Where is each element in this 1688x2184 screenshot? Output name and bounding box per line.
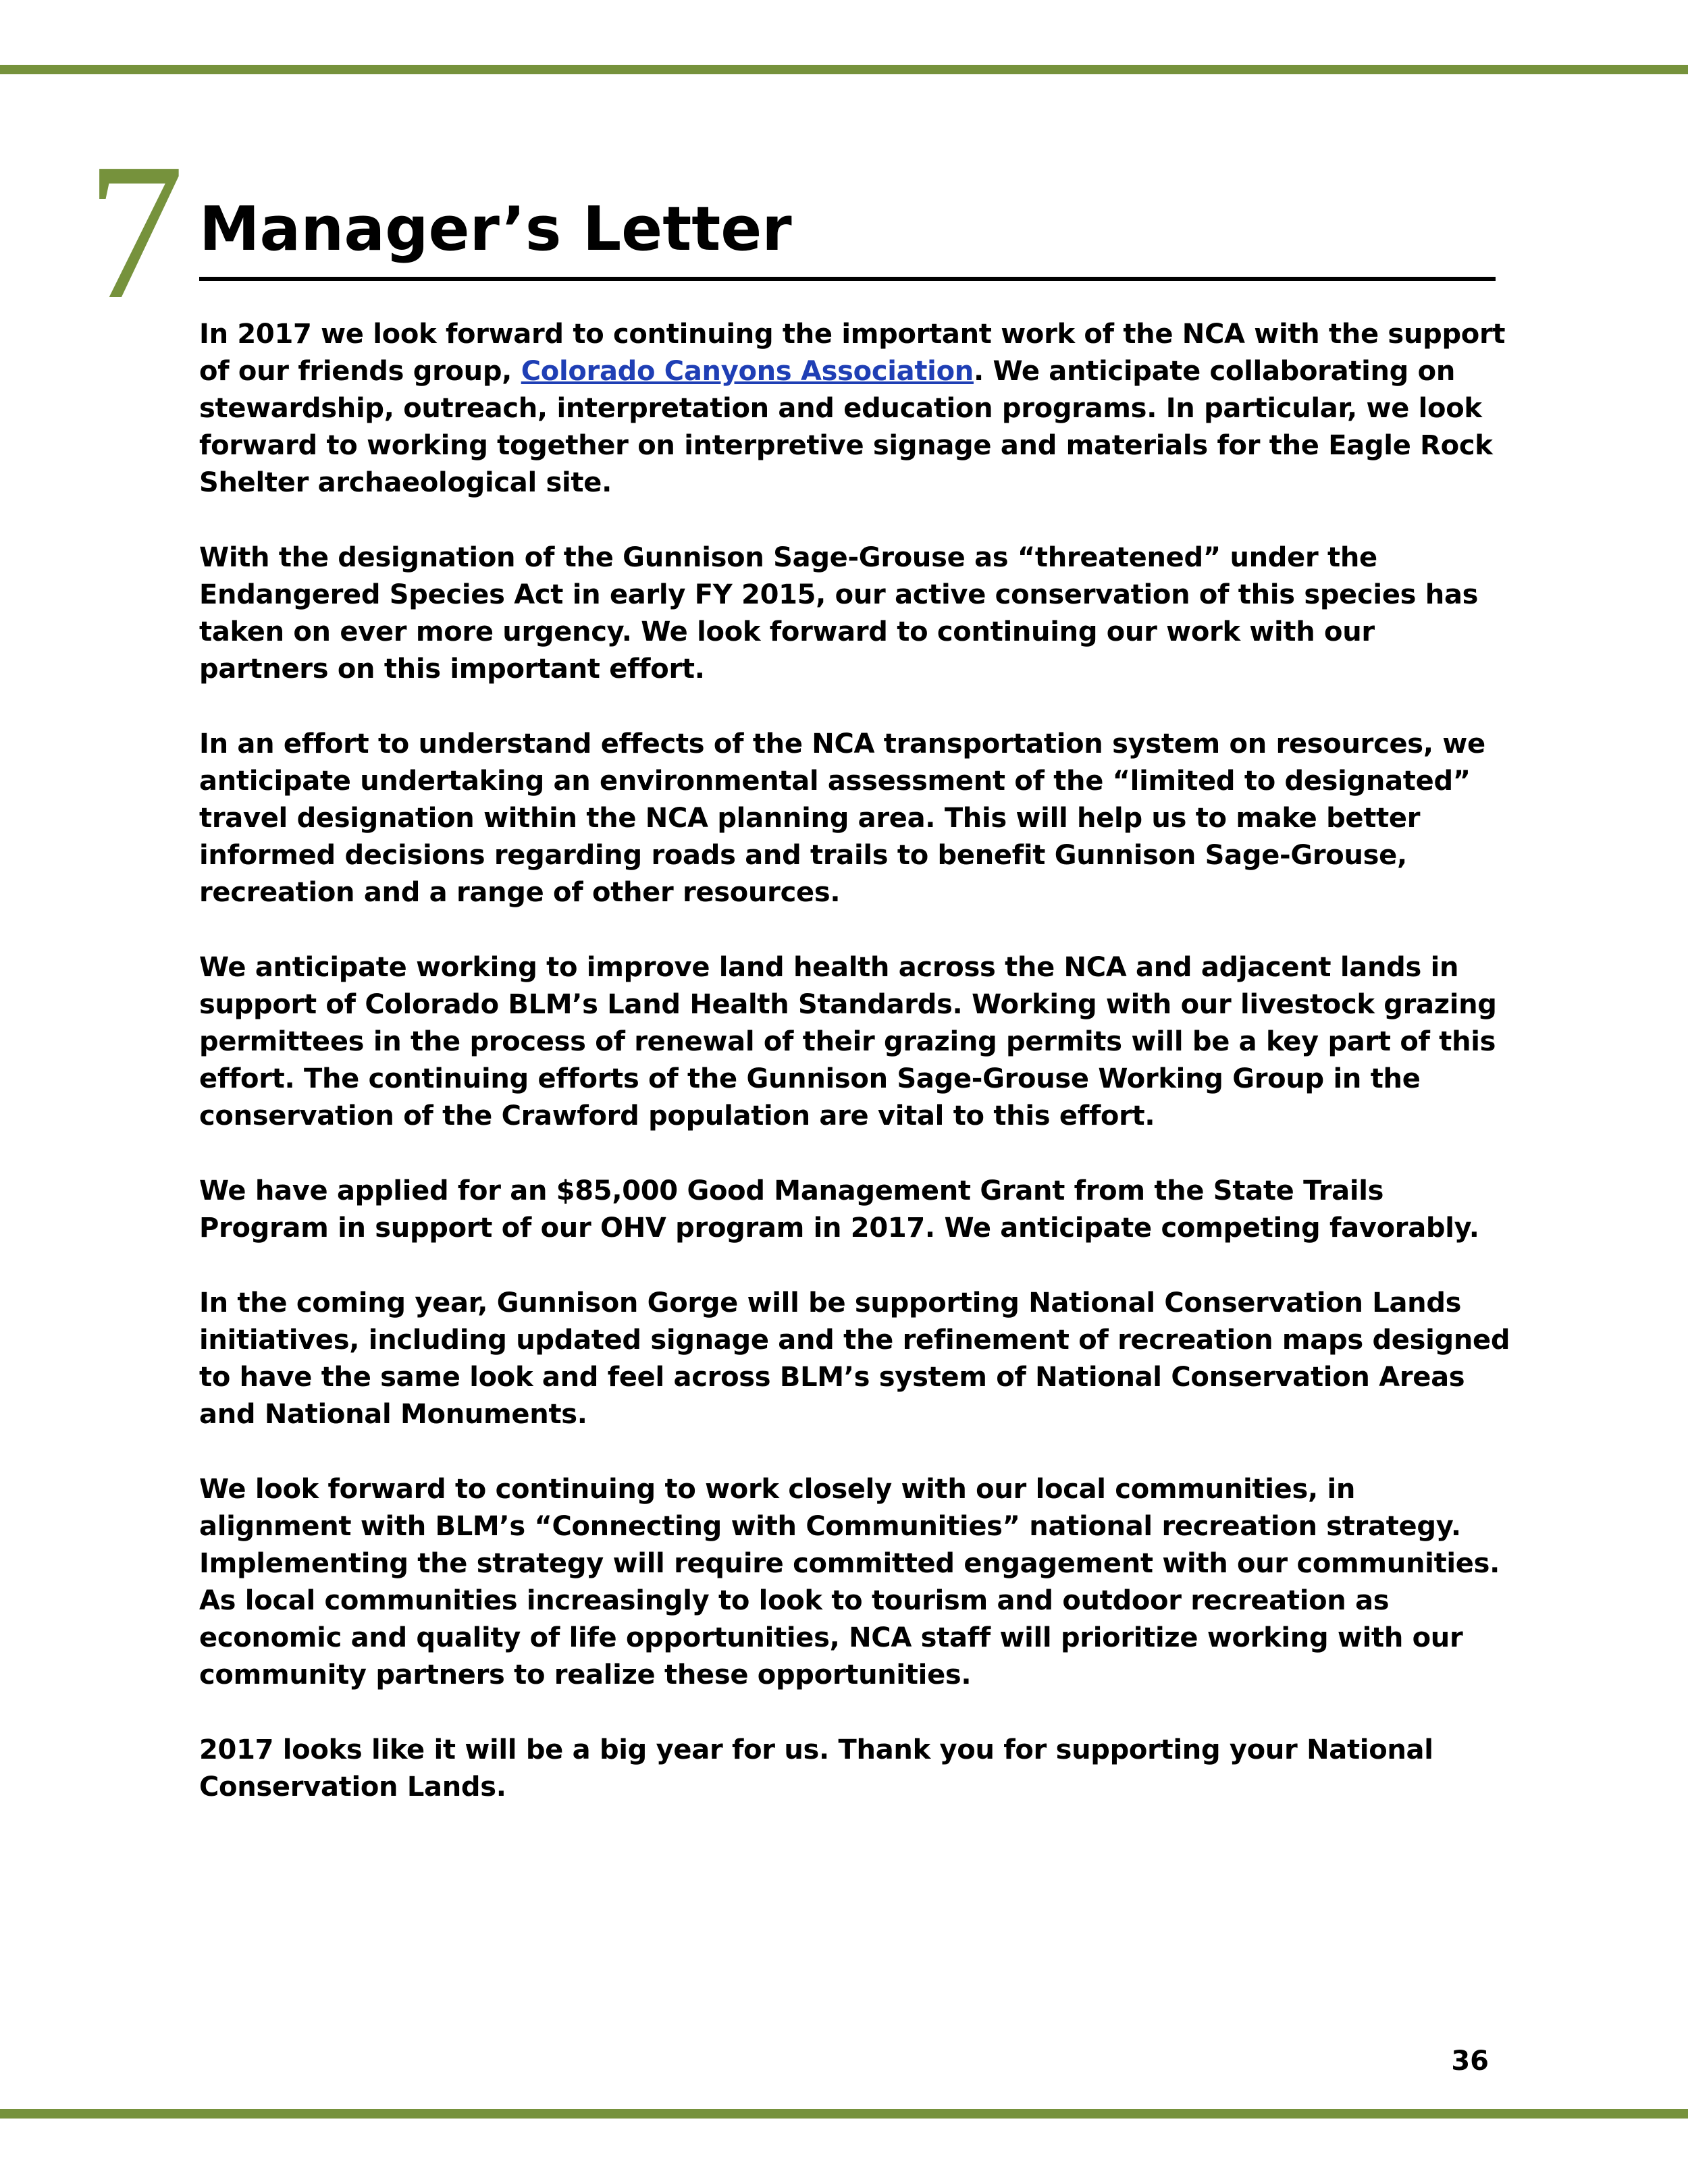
chapter-number: 7 (86, 123, 184, 340)
bottom-rule (0, 2109, 1688, 2119)
paragraph-7: We look forward to continuing to work closely with our local communities, in alignment with BLM’s “Connecting with Communities” national recreation strategy. Implementing the strategy will require committed engagement with our communities. As local communities increasingly to look to tourism and outdoor recreation as economic and quality of life opportunities, NCA staff will prioritize working with our community partners to realize these opportunities. (199, 1474, 1500, 1690)
paragraph-5: We have applied for an $85,000 Good Management Grant from the State Trails Program in support of our OHV program in 2017. We anticipate competing favorably. (199, 1175, 1479, 1244)
paragraph-1 (199, 316, 1512, 502)
page-number: 36 (1451, 2046, 1489, 2077)
paragraph-6: In the coming year, Gunnison Gorge will be supporting National Conservation Lands initiatives, including updated signage and the refinement of recreation maps designed to have the same look and feel across BLM’s system of National Conservation Areas and National Monuments. (199, 1287, 1510, 1430)
paragraph-1-text-end: . We anticipate collaborating on stewardship, outreach, interpretation and education programs. In particular, we look forward to working together on interpretive signage and materials for the Eagle Rock Shelter archaeological site. (199, 356, 1493, 498)
colorado-canyons-association-link[interactable]: Colorado Canyons Association (521, 356, 974, 387)
paragraph-4: We anticipate working to improve land health across the NCA and adjacent lands in support of Colorado BLM’s Land Health Standards. Working with our livestock grazing permittees in the process of renewal of their grazing permits will be a key part of this effort. The continuing efforts of the Gunnison Sage-Grouse Working Group in the conservation of the Crawford population are vital to this effort. (199, 952, 1497, 1131)
top-rule (0, 65, 1688, 74)
letter-body (199, 316, 1512, 1844)
page-title: Manager’s Letter (199, 194, 792, 265)
paragraph-1-text-start: In 2017 we look forward to continuing the important work of the NCA with the support of our friends group, (199, 319, 1506, 387)
paragraph-2: With the designation of the Gunnison Sage-Grouse as “threatened” under the Endangered Species Act in early FY 2015, our active conservation of this species has taken on ever more urgency. We look forward to continuing our work with our partners on this important effort. (199, 542, 1479, 685)
paragraph-8: 2017 looks like it will be a big year for us. Thank you for supporting your National Conservation Lands. (199, 1734, 1433, 1803)
paragraph-3: In an effort to understand effects of the NCA transportation system on resources, we anticipate undertaking an environmental assessment of the “limited to designated” travel designation within the NCA planning area. This will help us to make better informed decisions regarding roads and trails to benefit Gunnison Sage-Grouse, recreation and a range of other resources. (199, 728, 1485, 908)
title-underline (199, 277, 1496, 281)
